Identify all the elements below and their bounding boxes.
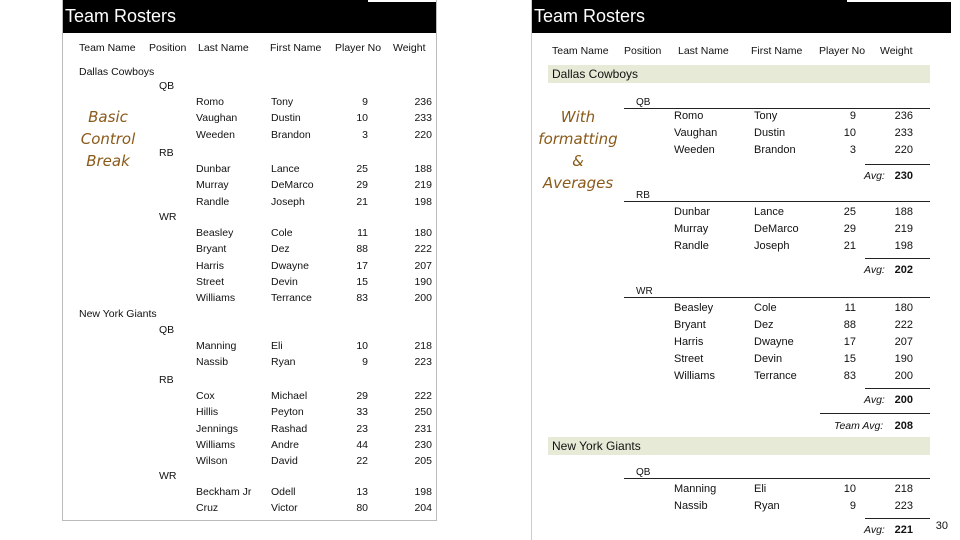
player-number: 21 [356, 195, 368, 208]
player-weight: 190 [894, 353, 913, 365]
player-weight: 233 [414, 112, 432, 125]
team-name: Dallas Cowboys [552, 67, 639, 81]
position-rule [624, 297, 930, 298]
player-weight: 222 [414, 390, 432, 402]
player-first-name: DeMarco [754, 223, 799, 235]
player-weight: 180 [894, 302, 913, 314]
player-last-name: Williams [674, 370, 715, 382]
position-label: QB [636, 467, 651, 478]
note-line: & [572, 152, 584, 170]
player-number: 21 [843, 240, 856, 252]
player-number: 10 [843, 127, 856, 139]
player-last-name: Cox [196, 390, 215, 402]
player-number: 9 [849, 110, 856, 122]
report-title-bar [63, 0, 436, 33]
player-weight: 188 [414, 163, 432, 175]
player-number: 10 [356, 112, 368, 125]
player-number: 15 [356, 275, 368, 288]
position-label: QB [159, 80, 175, 92]
team-average-label: Team Avg: [834, 420, 884, 432]
player-last-name: Wilson [196, 455, 228, 468]
formatting-averages-note [536, 106, 620, 194]
player-weight: 207 [414, 259, 432, 272]
column-header: Position [624, 45, 662, 57]
player-number: 29 [356, 179, 368, 192]
column-header: Weight [880, 45, 913, 57]
player-last-name: Nassib [196, 356, 229, 369]
player-first-name: Joseph [754, 240, 790, 252]
player-first-name: Lance [754, 206, 784, 218]
player-last-name: Cruz [196, 502, 219, 515]
page-number: 30 [935, 520, 948, 532]
note-line: With [560, 108, 596, 126]
player-number: 83 [356, 292, 368, 305]
player-first-name: Cole [271, 227, 293, 239]
basic-control-break-note [70, 106, 146, 172]
player-number: 25 [843, 206, 856, 218]
player-last-name: Manning [674, 483, 717, 495]
player-weight: 222 [894, 319, 913, 331]
player-last-name: Romo [196, 96, 225, 108]
player-last-name: Williams [196, 292, 236, 305]
player-last-name: Randle [674, 240, 709, 252]
player-first-name: Peyton [271, 406, 304, 419]
player-number: 22 [356, 455, 368, 468]
note-line: Averages [542, 174, 614, 192]
player-number: 9 [362, 96, 368, 108]
player-first-name: Michael [271, 390, 308, 402]
player-first-name: Tony [754, 110, 778, 122]
column-header: Player No [335, 42, 382, 54]
note-line: Control [80, 130, 136, 148]
player-first-name: DeMarco [271, 179, 314, 192]
player-first-name: Victor [271, 502, 298, 515]
player-first-name: Dustin [754, 127, 786, 139]
player-weight: 223 [414, 356, 432, 369]
player-first-name: David [271, 455, 298, 468]
player-weight: 231 [414, 422, 432, 435]
player-first-name: Dwayne [754, 336, 794, 348]
player-first-name: Terrance [271, 292, 312, 305]
player-weight: 250 [414, 406, 432, 419]
player-weight: 219 [894, 223, 913, 235]
position-label: WR [636, 286, 653, 297]
column-header: Team Name [552, 45, 609, 57]
player-last-name: Romo [674, 110, 704, 122]
player-first-name: Odell [271, 486, 296, 498]
subtotal-rule [865, 518, 930, 519]
player-number: 88 [843, 319, 856, 331]
player-first-name: Ryan [754, 500, 780, 512]
player-number: 29 [356, 390, 368, 402]
player-number: 25 [356, 163, 368, 175]
player-weight: 218 [414, 340, 432, 352]
player-first-name: Brandon [271, 128, 311, 141]
player-number: 11 [357, 227, 368, 239]
position-rule [624, 108, 930, 109]
player-last-name: Randle [196, 195, 230, 208]
column-header: Player No [819, 45, 866, 57]
column-header: Weight [393, 42, 426, 54]
basic-report-preview [62, 0, 437, 521]
player-weight: 188 [894, 206, 913, 218]
player-number: 23 [356, 422, 368, 435]
player-first-name: Cole [754, 302, 777, 314]
player-last-name: Bryant [674, 319, 706, 331]
player-number: 13 [356, 486, 368, 498]
player-number: 83 [843, 370, 856, 382]
player-last-name: Williams [196, 438, 236, 451]
player-first-name: Dwayne [271, 259, 309, 272]
player-number: 80 [356, 502, 368, 515]
player-weight: 200 [894, 370, 913, 382]
column-header: First Name [751, 45, 803, 57]
player-number: 3 [362, 128, 368, 141]
group-average: 221 [894, 524, 913, 536]
player-last-name: Nassib [674, 500, 708, 512]
team-total-rule [820, 413, 930, 414]
player-first-name: Eli [271, 340, 283, 352]
player-weight: 198 [414, 195, 432, 208]
player-last-name: Beasley [196, 227, 234, 239]
team-average: 208 [894, 420, 913, 432]
player-first-name: Dez [271, 243, 290, 256]
player-weight: 198 [414, 486, 432, 498]
player-last-name: Murray [674, 223, 709, 235]
player-weight: 207 [894, 336, 913, 348]
player-number: 17 [843, 336, 856, 348]
column-header: Team Name [79, 42, 136, 54]
position-label: QB [159, 324, 175, 336]
player-last-name: Vaughan [674, 127, 718, 139]
column-header: First Name [270, 42, 322, 54]
report-title: Team Rosters [65, 6, 177, 26]
player-first-name: Joseph [271, 195, 305, 208]
group-average: 230 [894, 170, 913, 182]
average-label: Avg: [864, 170, 885, 182]
player-last-name: Manning [196, 340, 237, 352]
average-label: Avg: [864, 394, 885, 406]
player-weight: 233 [894, 127, 913, 139]
player-weight: 198 [894, 240, 913, 252]
player-weight: 200 [414, 292, 432, 305]
player-first-name: Rashad [271, 422, 308, 435]
position-rule [624, 478, 930, 479]
player-first-name: Andre [271, 438, 300, 451]
player-weight: 223 [894, 500, 913, 512]
group-average: 200 [894, 394, 913, 406]
player-last-name: Beckham Jr [196, 486, 252, 498]
player-last-name: Weeden [196, 128, 235, 141]
player-last-name: Beasley [674, 302, 714, 314]
subtotal-rule [865, 164, 930, 165]
player-last-name: Street [674, 353, 704, 365]
player-number: 9 [849, 500, 856, 512]
column-header: Last Name [198, 42, 249, 54]
player-last-name: Weeden [674, 144, 715, 156]
note-line: formatting [538, 130, 618, 148]
report-title: Team Rosters [534, 6, 646, 26]
position-label: QB [636, 97, 651, 108]
player-last-name: Vaughan [196, 112, 238, 125]
player-last-name: Bryant [196, 243, 227, 256]
subtotal-rule [865, 388, 930, 389]
player-first-name: Tony [271, 96, 294, 108]
subtotal-rule [865, 258, 930, 259]
player-last-name: Dunbar [674, 206, 711, 218]
player-last-name: Harris [196, 259, 224, 272]
player-last-name: Dunbar [196, 163, 231, 175]
player-first-name: Eli [754, 483, 767, 495]
position-label: RB [159, 147, 174, 159]
note-line: Basic [88, 108, 128, 126]
position-rule [624, 201, 930, 202]
team-name: New York Giants [79, 308, 157, 320]
column-header: Last Name [678, 45, 729, 57]
player-last-name: Murray [196, 179, 229, 192]
report-title-bar [532, 0, 951, 33]
player-weight: 218 [894, 483, 913, 495]
player-number: 11 [844, 302, 856, 314]
player-last-name: Hillis [196, 406, 219, 419]
player-weight: 180 [414, 227, 432, 239]
player-first-name: Devin [271, 275, 298, 288]
player-weight: 236 [894, 110, 913, 122]
note-line: Break [86, 152, 130, 170]
player-last-name: Jennings [196, 422, 239, 435]
position-label: RB [636, 190, 650, 201]
player-weight: 205 [414, 455, 432, 468]
player-last-name: Street [196, 275, 225, 288]
player-first-name: Dustin [271, 112, 301, 125]
player-number: 33 [356, 406, 368, 419]
player-first-name: Terrance [754, 370, 797, 382]
player-number: 9 [362, 356, 368, 369]
player-first-name: Dez [754, 319, 774, 331]
group-average: 202 [894, 264, 913, 276]
player-weight: 219 [414, 179, 432, 192]
average-label: Avg: [864, 264, 885, 276]
position-label: WR [159, 470, 177, 482]
position-label: RB [159, 374, 174, 386]
player-number: 29 [843, 223, 856, 235]
formatted-report-preview [531, 0, 951, 540]
player-number: 17 [356, 259, 368, 272]
player-weight: 204 [414, 502, 432, 515]
player-number: 10 [356, 340, 368, 352]
player-weight: 190 [414, 275, 432, 288]
player-first-name: Ryan [271, 356, 296, 369]
player-first-name: Devin [754, 353, 783, 365]
player-number: 3 [849, 144, 856, 156]
average-label: Avg: [864, 524, 885, 536]
player-first-name: Lance [271, 163, 300, 175]
player-weight: 220 [414, 128, 432, 141]
player-weight: 222 [414, 243, 432, 256]
player-last-name: Harris [674, 336, 704, 348]
player-first-name: Brandon [754, 144, 796, 156]
team-name: New York Giants [552, 439, 641, 453]
player-weight: 220 [894, 144, 913, 156]
player-number: 15 [843, 353, 856, 365]
player-number: 10 [843, 483, 856, 495]
player-weight: 236 [414, 96, 432, 108]
player-number: 44 [356, 438, 368, 451]
position-label: WR [159, 211, 177, 223]
column-header: Position [149, 42, 187, 54]
player-weight: 230 [414, 438, 432, 451]
player-number: 88 [356, 243, 368, 256]
team-name: Dallas Cowboys [79, 66, 155, 78]
